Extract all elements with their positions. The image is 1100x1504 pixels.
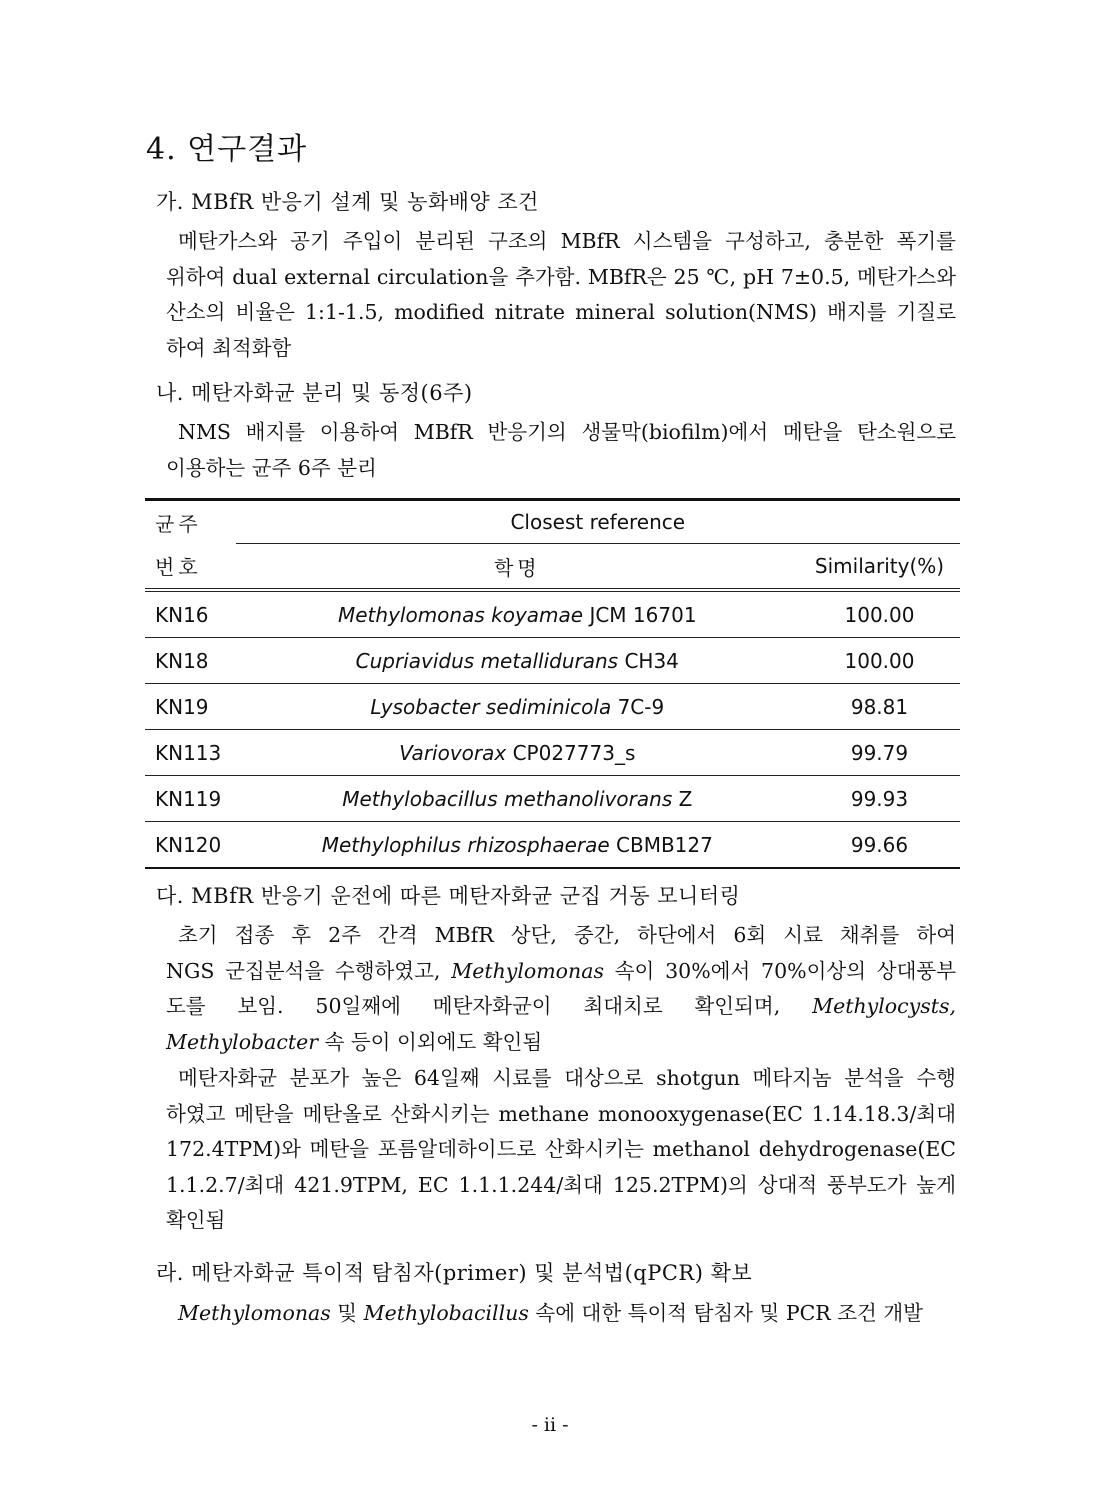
species-name: Variovorax: [399, 740, 507, 765]
text-line: 확인됨: [166, 1208, 226, 1232]
table-header-row: [145, 544, 960, 591]
similarity-value: 100.00: [799, 590, 960, 638]
table-row: [145, 730, 960, 776]
strain-id: KN113: [145, 730, 236, 776]
text-line: NMS 배지를 이용하여 MBfR 반응기의 생물막(biofilm)에서 메탄을 탄소원으로: [178, 420, 956, 444]
strain-id: KN18: [145, 638, 236, 684]
text-line: 이용하는 균주 6주 분리: [166, 455, 377, 480]
header-similarity: Similarity(%): [799, 544, 960, 591]
strain-designation: CH34: [624, 648, 679, 673]
strain-id: KN119: [145, 776, 236, 822]
scientific-name: [236, 822, 799, 869]
paragraph-isolation: [166, 415, 956, 486]
table-row: [145, 776, 960, 822]
table-row: [145, 590, 960, 638]
genus-name: Methylocysts,: [812, 994, 956, 1018]
text-line: Methylobacter 속 등이 이외에도 확인됨: [166, 1029, 543, 1054]
similarity-value: 98.81: [799, 684, 960, 730]
species-name: Methylophilus rhizosphaerae: [321, 832, 610, 857]
text-line: 메탄가스와 공기 주입이 분리된 구조의 MBfR 시스템을 구성하고, 충분한 폭기를: [178, 229, 956, 253]
genus-name: Methylomonas: [451, 958, 604, 983]
paragraph-community-monitoring: [166, 918, 956, 1060]
text-line: 172.4TPM)와 메탄을 포름알데하이드로 산화시키는 methanol dehydrogenase(EC: [166, 1137, 956, 1161]
text-line: 산소의 비율은 1:1-1.5, modified nitrate mineral solution(NMS) 배지를 기질로: [166, 300, 956, 324]
strain-designation: CBMB127: [616, 832, 713, 857]
subsection-heading-a: 가. MBfR 반응기 설계 및 농화배양 조건: [156, 190, 539, 214]
text-line: 도를 보임. 50일째에 메탄자화균이 최대치로 확인되며, Methylocysts,: [166, 994, 956, 1018]
scientific-name: [236, 730, 799, 776]
scientific-name: [236, 776, 799, 822]
strain-id: KN19: [145, 684, 236, 730]
section-title: 4. 연구결과: [146, 132, 308, 167]
table-row: [145, 638, 960, 684]
genus-name: Methylobacter: [166, 1029, 319, 1054]
text-line: 하였고 메탄을 메탄올로 산화시키는 methane monooxygenase(EC 1.14.18.3/최대: [166, 1101, 956, 1126]
scientific-name: [236, 638, 799, 684]
species-name: Methylobacillus methanolivorans: [342, 786, 673, 811]
similarity-value: 100.00: [799, 638, 960, 684]
text-line: 메탄자화균 분포가 높은 64일째 시료를 대상으로 shotgun 메타지놈 분석을 수행: [178, 1066, 956, 1090]
text-line: NGS 군집분석을 수행하였고, Methylomonas 속이 30%에서 70%이상의 상대풍부: [166, 958, 957, 983]
paragraph-metagenome: [166, 1061, 956, 1239]
text-line: 초기 접종 후 2주 간격 MBfR 상단, 중간, 하단에서 6회 시료 채취를 하여: [178, 923, 956, 947]
species-name: Methylomonas koyamae: [337, 602, 584, 627]
strain-id: KN120: [145, 822, 236, 869]
header-strain-top: 균주: [145, 500, 236, 544]
similarity-value: 99.66: [799, 822, 960, 869]
subsection-heading-d: 라. 메탄자화균 특이적 탐침자(primer) 및 분석법(qPCR) 확보: [156, 1261, 753, 1285]
header-closest-reference: Closest reference: [236, 500, 960, 544]
text-line: Methylomonas 및 Methylobacillus 속에 대한 특이적 탐침자 및 PCR 조건 개발: [178, 1301, 923, 1325]
strain-designation: JCM 16701: [589, 602, 697, 627]
scientific-name: [236, 590, 799, 638]
strain-identification-table: [145, 498, 960, 869]
text-line: 하여 최적화함: [166, 335, 292, 360]
scientific-name: [236, 684, 799, 730]
similarity-value: 99.93: [799, 776, 960, 822]
strain-designation: Z: [678, 786, 693, 811]
species-name: Lysobacter sediminicola: [370, 694, 612, 719]
table-row: [145, 822, 960, 869]
text-line: 1.1.2.7/최대 421.9TPM, EC 1.1.1.244/최대 125.2TPM)의 상대적 풍부도가 높게: [166, 1172, 956, 1197]
strain-designation: CP027773_s: [512, 740, 636, 765]
table-header-row: [145, 500, 960, 544]
header-strain-bottom: 번호: [145, 544, 236, 591]
text-line: 위하여 dual external circulation을 추가함. MBfR은 25 ℃, pH 7±0.5, 메탄가스와: [166, 264, 956, 289]
similarity-value: 99.79: [799, 730, 960, 776]
paragraph-reactor-design: [166, 224, 956, 366]
page-number: - ii -: [531, 1414, 569, 1436]
paragraph-primer: [166, 1296, 956, 1332]
species-name: Cupriavidus metallidurans: [355, 648, 619, 673]
genus-name: Methylobacillus: [363, 1301, 529, 1325]
strain-designation: 7C-9: [617, 694, 665, 719]
subsection-heading-b: 나. 메탄자화균 분리 및 동정(6주): [156, 381, 473, 405]
header-scientific-name: 학명: [236, 544, 799, 591]
table-row: [145, 684, 960, 730]
genus-name: Methylomonas: [178, 1301, 331, 1325]
strain-id: KN16: [145, 590, 236, 638]
subsection-heading-c: 다. MBfR 반응기 운전에 따른 메탄자화균 군집 거동 모니터링: [156, 884, 741, 908]
